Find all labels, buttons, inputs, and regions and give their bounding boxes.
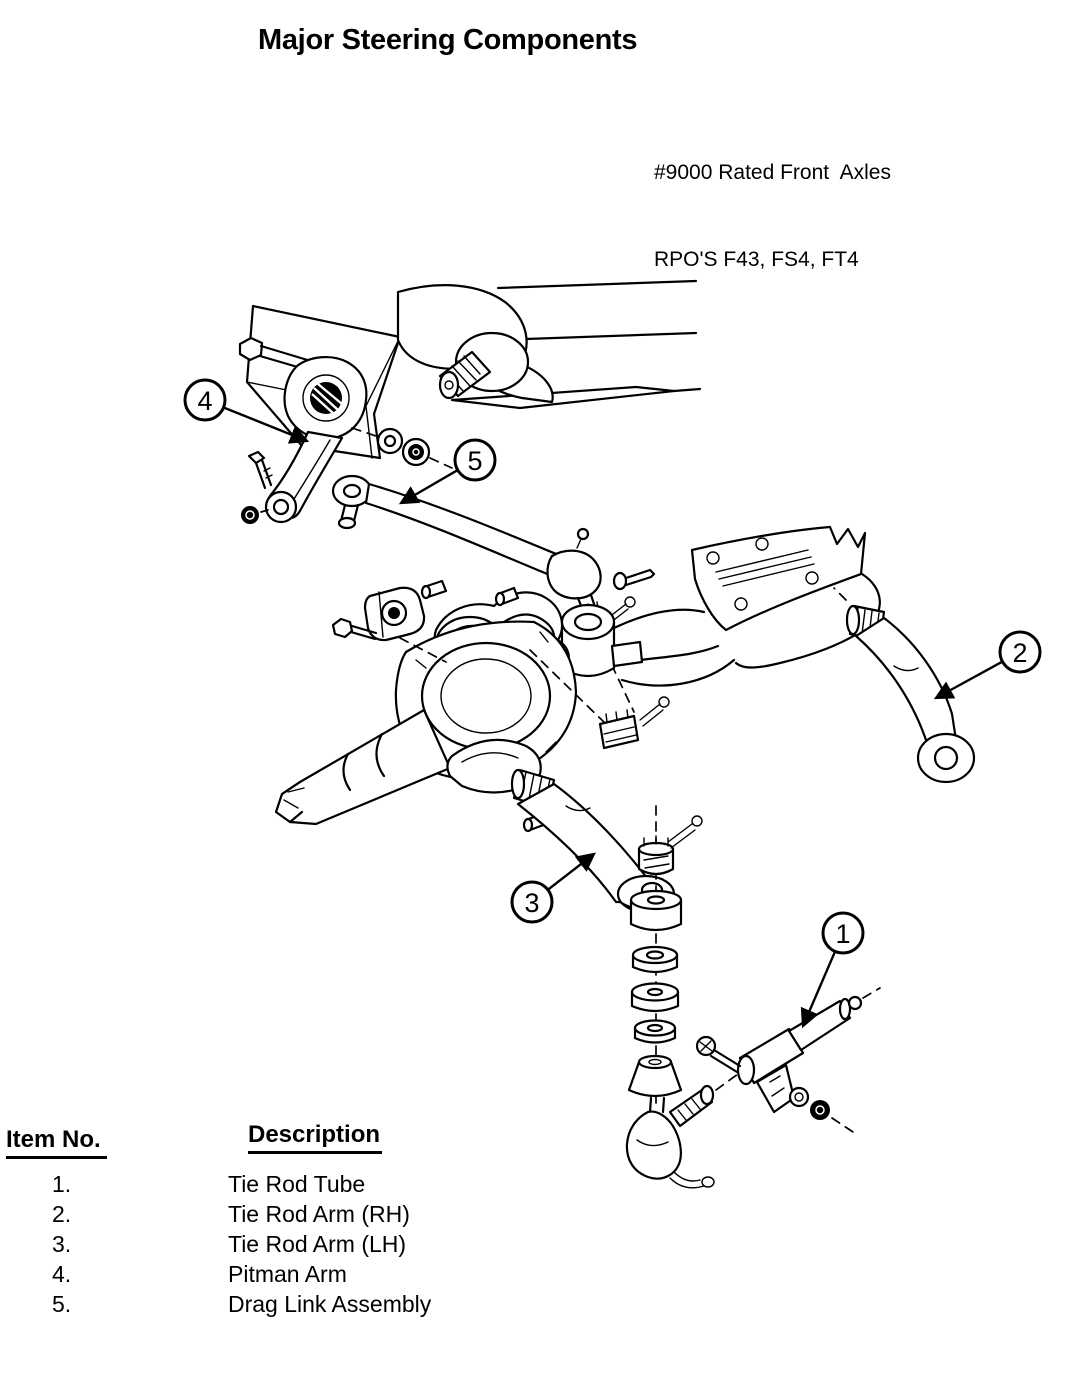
table-row xyxy=(0,1261,520,1289)
row-description: Pitman Arm xyxy=(228,1261,347,1287)
row-description: Drag Link Assembly xyxy=(228,1291,432,1317)
page-title: Major Steering Components xyxy=(258,24,638,56)
row-description: Tie Rod Arm (LH) xyxy=(228,1231,407,1257)
table-row xyxy=(0,1171,520,1199)
row-description: Tie Rod Arm (RH) xyxy=(228,1201,410,1227)
row-description: Tie Rod Tube xyxy=(228,1171,366,1197)
table-row xyxy=(0,1231,520,1259)
svg-text:3: 3 xyxy=(524,888,540,918)
row-item-number: 2. xyxy=(52,1201,72,1227)
rpo-codes-line: RPO'S F43, FS4, FT4 xyxy=(654,248,859,271)
tie-rod-arm-rh xyxy=(834,588,974,782)
row-item-number: 3. xyxy=(52,1231,72,1257)
svg-text:5: 5 xyxy=(467,446,483,476)
parts-table-item-header: Item No. xyxy=(6,1126,107,1159)
callout-2 xyxy=(936,632,1040,698)
tie-rod-tube xyxy=(697,988,880,1134)
bushing-washer-stack xyxy=(629,806,702,1108)
table-row xyxy=(0,1291,520,1319)
row-item-number: 5. xyxy=(52,1291,72,1317)
row-item-number: 1. xyxy=(52,1171,72,1197)
axle-rating-line: #9000 Rated Front Axles xyxy=(654,161,891,184)
table-row xyxy=(0,1201,520,1229)
svg-text:1: 1 xyxy=(835,919,851,949)
row-item-number: 4. xyxy=(52,1261,72,1287)
parts-table-description-header: Description xyxy=(248,1121,382,1154)
callout-3 xyxy=(512,854,594,922)
axle-center-beam xyxy=(562,527,880,686)
svg-text:4: 4 xyxy=(197,386,213,416)
svg-text:2: 2 xyxy=(1012,638,1028,668)
